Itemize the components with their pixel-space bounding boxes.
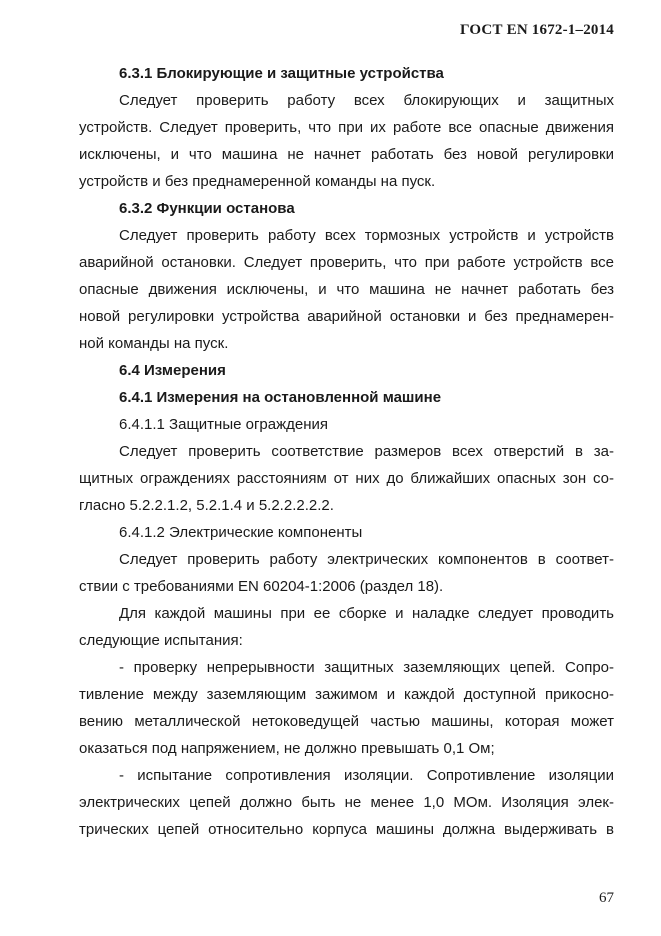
list-item-line: трических цепей относительно корпуса машины должна выдерживать в (79, 821, 614, 838)
paragraph-line: опасные движения исключены, и что машина не начнет работать без (79, 281, 614, 298)
paragraph-line: щитных ограждениях расстояниям от них до ближайших опасных зон со- (79, 470, 614, 487)
list-item-line: тивление между заземляющим зажимом и каждой доступной прикосно- (79, 686, 614, 703)
section-heading-6-3-1: 6.3.1 Блокирующие и защитные устройства (119, 65, 444, 82)
page-header: ГОСТ EN 1672-1–2014 (460, 22, 614, 38)
paragraph-line: устройств и без преднамеренной команды на пуск. (79, 173, 436, 190)
paragraph-line: исключены, и что машина не начнет работать без новой регулировки (79, 146, 614, 163)
paragraph-line: ствии с требованиями EN 60204-1:2006 (раздел 18). (79, 578, 444, 595)
section-heading-6-3-2: 6.3.2 Функции останова (119, 200, 295, 217)
paragraph-line: устройств. Следует проверить, что при их работе все опасные движения (79, 119, 614, 136)
subsection-heading-6-4-1-1: 6.4.1.1 Защитные ограждения (119, 416, 329, 433)
section-heading-6-4: 6.4 Измерения (119, 362, 226, 379)
paragraph-line: следующие испытания: (79, 632, 243, 649)
list-item-line: электрических цепей должно быть не менее 1,0 МОм. Изоляция элек- (79, 794, 614, 811)
page-body (79, 60, 614, 843)
paragraph-line: Следует проверить работу всех блокирующих и защитных (119, 92, 614, 109)
list-item-line: - проверку непрерывности защитных заземляющих цепей. Сопро- (119, 659, 614, 676)
list-item-line: оказаться под напряжением, не должно превышать 0,1 Ом; (79, 740, 495, 757)
subsection-heading-6-4-1-2: 6.4.1.2 Электрические компоненты (119, 524, 363, 541)
paragraph-line: Следует проверить работу электрических компонентов в соответ- (119, 551, 614, 568)
list-item-line: - испытание сопротивления изоляции. Сопротивление изоляции (119, 767, 614, 784)
paragraph-line: гласно 5.2.2.1.2, 5.2.1.4 и 5.2.2.2.2.2. (79, 497, 334, 514)
paragraph-line: Следует проверить работу всех тормозных устройств и устройств (119, 227, 614, 244)
paragraph-line: аварийной остановки. Следует проверить, что при работе устройств все (79, 254, 614, 271)
section-heading-6-4-1: 6.4.1 Измерения на остановленной машине (119, 389, 442, 406)
paragraph-line: Следует проверить соответствие размеров всех отверстий в за- (119, 443, 614, 460)
paragraph-line: Для каждой машины при ее сборке и наладке следует проводить (119, 605, 614, 622)
paragraph-line: новой регулировки устройства аварийной остановки и без преднамерен- (79, 308, 614, 325)
page-number: 67 (599, 890, 614, 906)
list-item-line: вению металлической нетоковедущей частью машины, которая может (79, 713, 614, 730)
paragraph-line: ной команды на пуск. (79, 335, 229, 352)
